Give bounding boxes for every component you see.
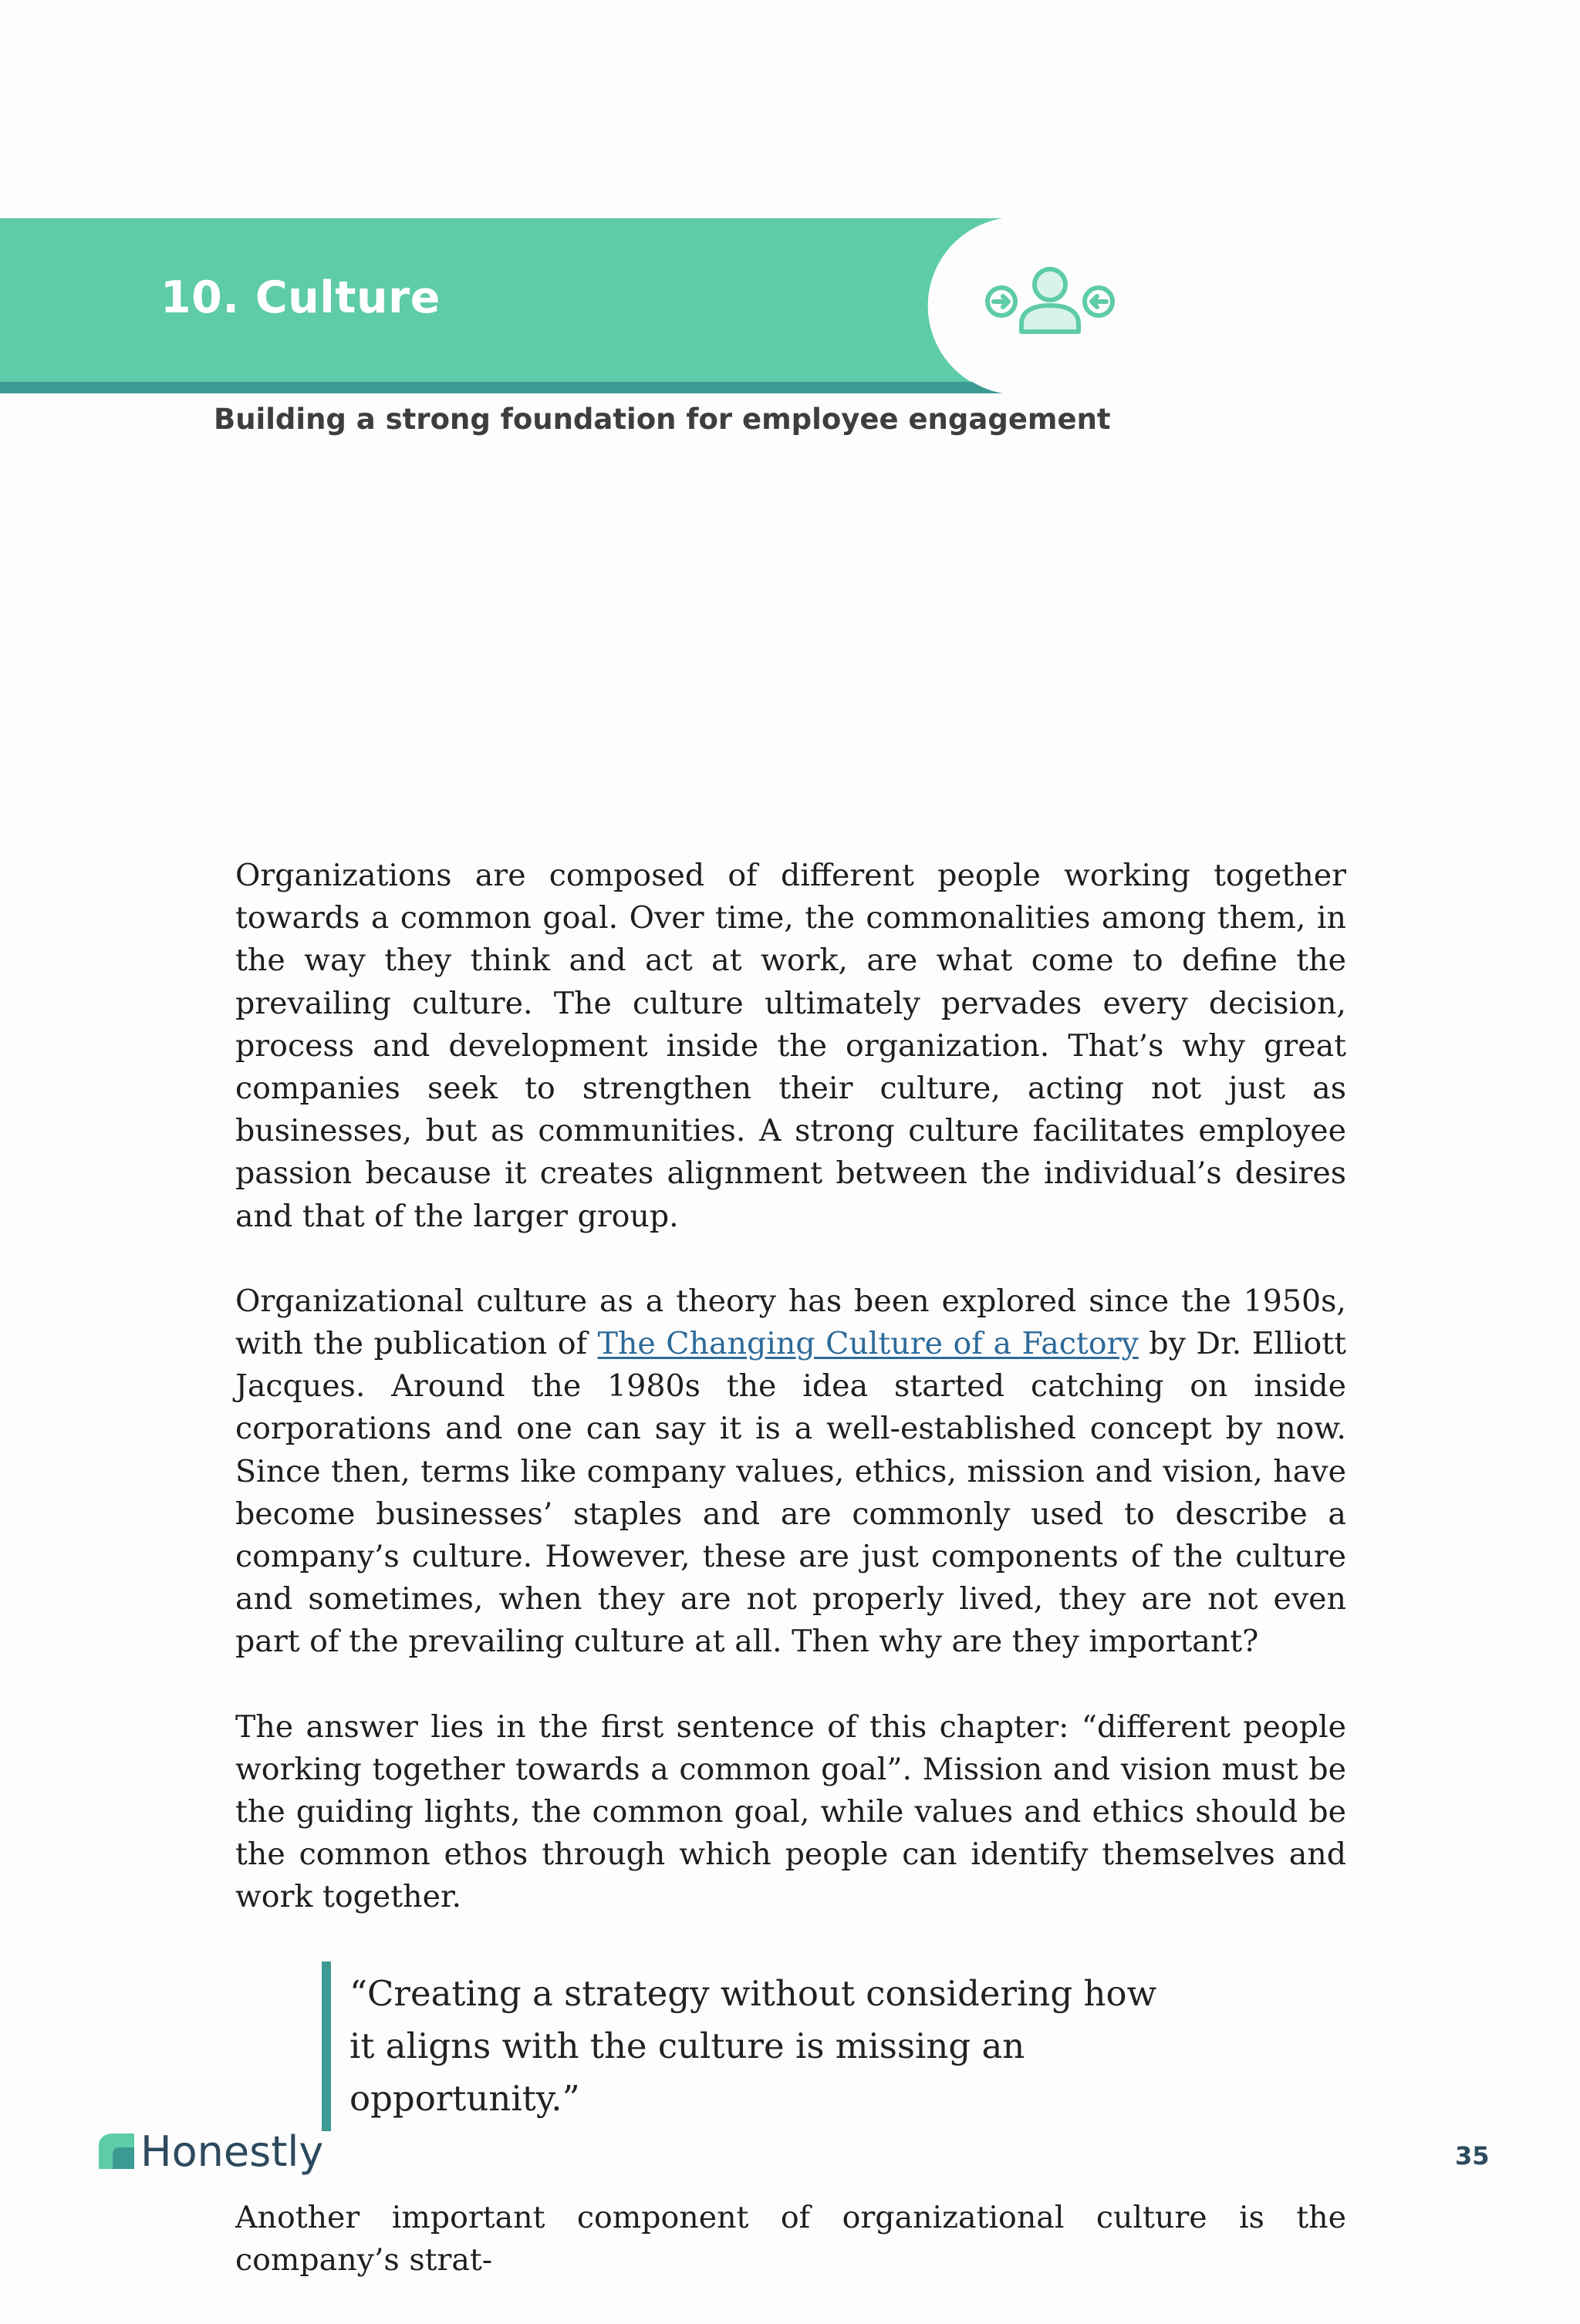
pull-quote: “Creating a strategy without considering how it aligns with the culture is missing an opportunity.”: [322, 1961, 1183, 2131]
paragraph-answer: The answer lies in the first sentence of this chapter: “different people working together towards a common goal”. Mission and vision must be the guiding lights, the common goal, while values and ethics should be the common ethos through which people can identify themselves and work together.: [235, 1708, 1346, 1915]
chapter-body: [235, 855, 1346, 2324]
paragraph-intro: Organizations are composed of different people working together towards a common goal. Over time, the commonalities among them, in the way they think and act at work, are what come to define the prevailing culture. The culture ultimately pervades every decision, process and development inside the organization. That’s why great companies seek to strengthen their culture, acting not just as businesses, but as communities. A strong culture facilitates employee passion because it creates alignment between the individual’s desires and that of the larger group.: [235, 858, 1346, 1234]
brand-name: Honestly: [140, 2127, 324, 2176]
chapter-subtitle: Building a strong foundation for employee engagement: [214, 403, 1111, 436]
paragraph-strategy: Another important component of organizational culture is the company’s strat-: [235, 2199, 1346, 2278]
paragraph-history-text-2: by Dr. Elliott Jacques. Around the 1980s the idea started catching on inside corporations and one can say it is a well-established concept by now. Since then, terms like company values, ethics, mission and vision, have become businesses’ staples and are commonly used to describe a company’s culture. However, these are just components of the culture and sometimes, when they are not properly lived, they are not even part of the prevailing culture at all. Then why are they important?: [235, 1326, 1346, 1660]
team-alignment-icon: [981, 264, 1120, 341]
chapter-title: 10. Culture: [160, 272, 441, 323]
factory-book-link[interactable]: The Changing Culture of a Factory: [597, 1326, 1139, 1362]
brand-logo: [96, 2124, 323, 2178]
paragraph-history-text-1: Organizational culture as a theory has been explored since the 1950s, with the publication of: [235, 1283, 1346, 1362]
honestly-logo-icon: [96, 2130, 137, 2172]
paragraph-history: [235, 1280, 1346, 1664]
page-number: 35: [1455, 2141, 1490, 2171]
banner-shape: [0, 218, 1018, 393]
chapter-banner: [0, 218, 1018, 393]
